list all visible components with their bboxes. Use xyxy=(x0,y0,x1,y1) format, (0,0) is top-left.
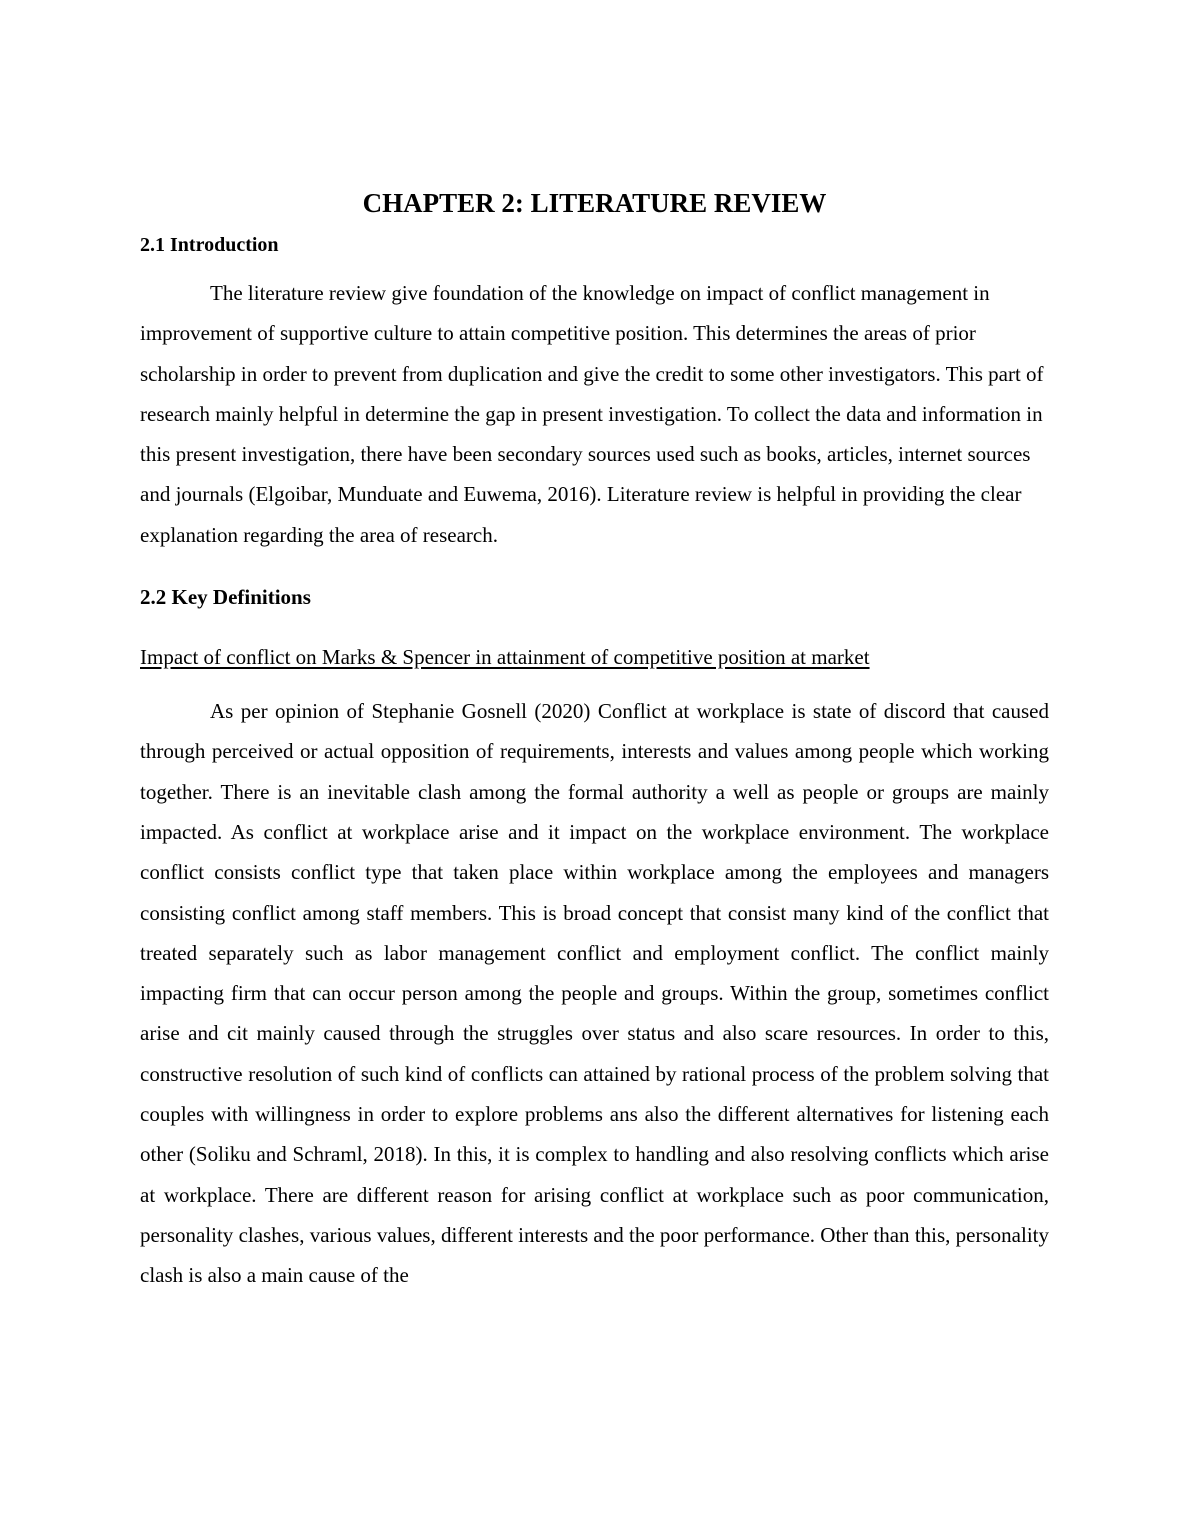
page-content xyxy=(140,186,1049,1296)
section-heading-introduction: 2.1 Introduction xyxy=(140,234,279,256)
introduction-paragraph: The literature review give foundation of the knowledge on impact of conflict management in improvement of supportive culture to attain competitive position. This determines the areas of prior scholarship in order to prevent from duplication and give the credit to some other investigators. This part of research mainly helpful in determine the gap in present investigation. To collect the data and information in this present investigation, there have been secondary sources used such as books, articles, internet sources and journals (Elgoibar, Munduate and Euwema, 2016). Literature review is helpful in providing the clear explanation regarding the area of research. xyxy=(140,281,1044,547)
chapter-title: CHAPTER 2: LITERATURE REVIEW xyxy=(362,188,827,218)
subheading-conflict-impact: Impact of conflict on Marks & Spencer in attainment of competitive position at market xyxy=(140,645,870,670)
section-heading-key-definitions: 2.2 Key Definitions xyxy=(140,585,311,610)
key-definitions-paragraph: As per opinion of Stephanie Gosnell (2020) Conflict at workplace is state of discord that caused through perceived or actual opposition of requirements, interests and values among people which working together. There is an inevitable clash among the formal authority a well as people or groups are mainly impacted. As conflict at workplace arise and it impact on the workplace environment. The workplace conflict consists conflict type that taken place within workplace among the employees and managers consisting conflict among staff members. This is broad concept that consist many kind of the conflict that treated separately such as labor management conflict and employment conflict. The conflict mainly impacting firm that can occur person among the people and groups. Within the group, sometimes conflict arise and cit mainly caused through the struggles over status and also scare resources. In order to this, constructive resolution of such kind of conflicts can attained by rational process of the problem solving that couples with willingness in order to explore problems ans also the different alternatives for listening each other (Soliku and Schraml, 2018). In this, it is complex to handling and also resolving conflicts which arise at workplace. There are different reason for arising conflict at workplace such as poor communication, personality clashes, various values, different interests and the poor performance. Other than this, personality clash is also a main cause of the xyxy=(140,699,1049,1288)
